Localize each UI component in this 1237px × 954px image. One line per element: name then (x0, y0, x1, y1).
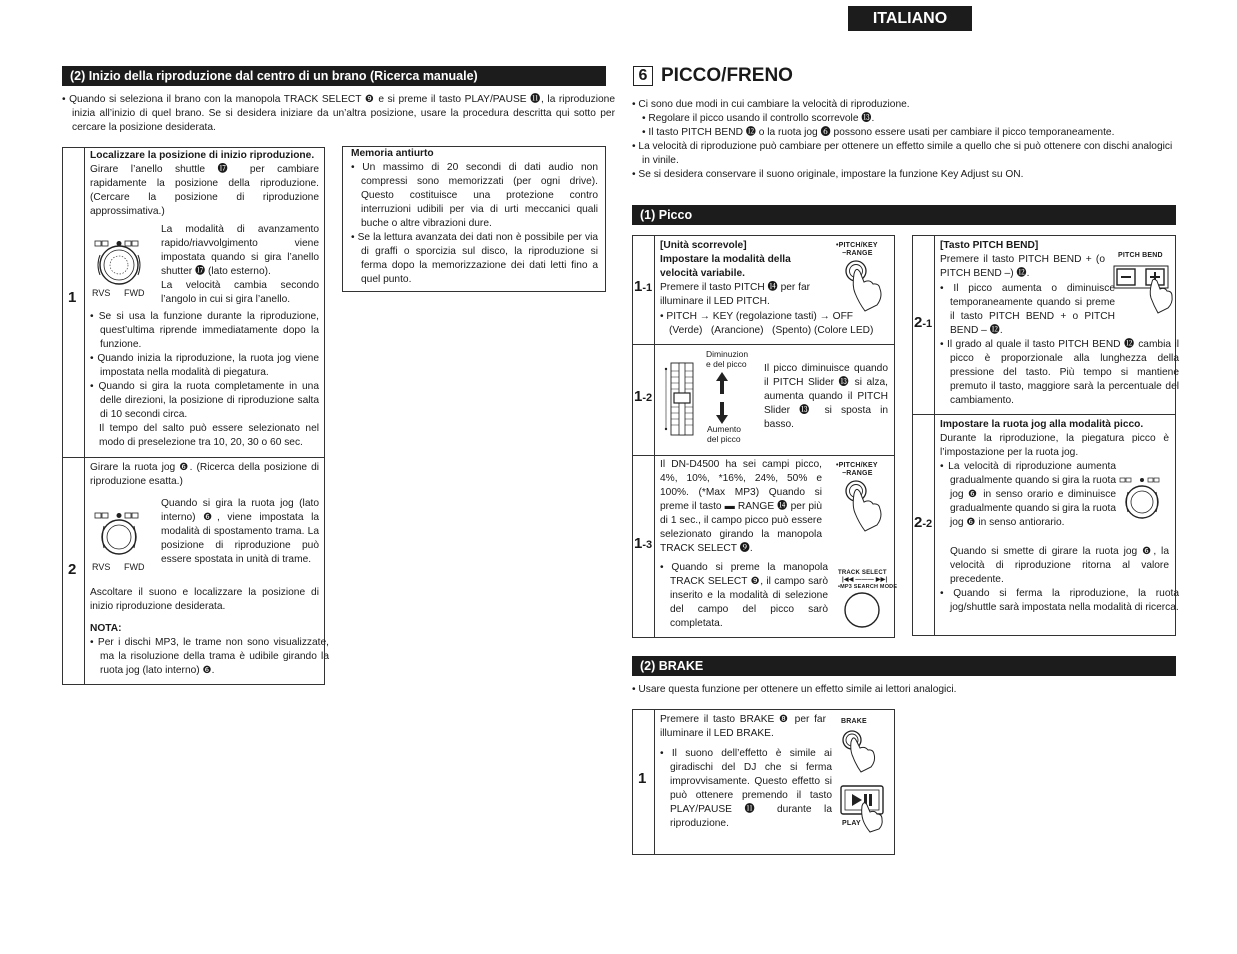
step-number: 1-3 (634, 535, 653, 552)
brake-label: BRAKE (841, 718, 867, 725)
fwd-label: FWD (124, 288, 145, 298)
list-item: • Quando si gira la ruota completamente in una delle direzioni, la posizione di riproduzione salta di 10 secondi circa. (90, 381, 319, 420)
step-1-1-seq-colors: (Verde) (Arancione) (Spento) (Colore LED) (669, 325, 874, 336)
fwd-label: FWD (124, 562, 145, 572)
rvs-label: RVS (92, 562, 111, 572)
list-item: • Il picco aumenta o diminuisce temporaneamente quando si preme il tasto PITCH BEND + o PITCH BEND – ⓬. (940, 283, 1115, 336)
brake-step-bullet: • Il suono dell’effetto è simile ai giradischi del DJ che si ferma improvvisamente. Questo effetto si può ottenere premendo il tasto PLAY/PAUSE ⓫ durante la riproduzione. (660, 748, 832, 829)
step-1-1-text: Premere il tasto PITCH ⓮ per far illuminare il LED PITCH. (660, 282, 811, 307)
pitch-bend-icon (1112, 262, 1172, 322)
pitch-key-button-illustration (836, 242, 886, 312)
section-title-brake: (2) BRAKE (632, 656, 1176, 676)
list-item: • Il tasto PITCH BEND ⓬ o la ruota jog ❻ possono essere usati per cambiare il picco temporaneamente. (642, 127, 1115, 138)
step-2-2-bullet2: • Quando si ferma la riproduzione, la ruota jog/shuttle sarà impostata nella modalità di ricerca. (940, 588, 1179, 613)
pitch-increase-label: Aumento del picco (707, 424, 742, 444)
step1-text: Girare l’anello shuttle ⓱ per cambiare rapidamente la posizione della riproduzione. (Cercare la posizione di riproduzione approssimativa.) (90, 164, 319, 217)
step2-side-text: Quando si gira la ruota jog (lato interno) ❻, viene impostata la modalità di spostamento trama. La posizione di riproduzione può essere spostata in unità di trame. (161, 498, 319, 565)
chapter-number: 6 (633, 66, 653, 86)
section-title-manual-search: (2) Inizio della riproduzione dal centro di un brano (Ricerca manuale) (62, 66, 606, 86)
brake-intro: • Usare questa funzione per ottenere un effetto simile ai lettori analogici. (632, 684, 957, 695)
step-2-1-heading: [Tasto PITCH BEND] (940, 240, 1039, 251)
list-item: • Regolare il picco usando il controllo scorrevole ⓭. (642, 113, 875, 124)
list-item: • Se si desidera conservare il suono originale, impostare la funzione Key Adjust su ON. (632, 169, 1024, 180)
mp3-search-label: •MP3 SEARCH MODE (838, 584, 898, 590)
step1-bullets (90, 310, 319, 450)
step1-extra: Il tempo del salto può essere selezionato nel modo di preselezione tra 10, 20, 30 o 60 sec. (99, 423, 319, 448)
track-select-knob-illustration (838, 570, 898, 632)
pitch-key-label: •PITCH/KEY (836, 462, 878, 469)
list-item: • Se si usa la funzione durante la riproduzione, quest’ultima riprende immediatamente dopo la funzione. (90, 311, 319, 350)
step1-side-text: La modalità di avanzamento rapido/riavvolgimento viene impostata quando si gira l’anello shutter ⓱ (lato esterno). (161, 224, 319, 277)
brake-step-text: Premere il tasto BRAKE ❽ per far illuminare il LED BRAKE. (660, 714, 826, 739)
pitch-slider-icon (662, 359, 702, 439)
manual-search-intro: • Quando si seleziona il brano con la manopola TRACK SELECT ❾ e si preme il tasto PLAY/PAUSE ⓫, la riproduzione inizia all’inizio di quel brano. Se si desidera iniziare da un’altra posizione, usare la procedura descritta qui sotto per cercare la posizione desiderata. (62, 94, 615, 133)
chapter-intro (632, 98, 1176, 182)
rvs-label: RVS (92, 288, 111, 298)
step-2-1-content (940, 239, 1105, 281)
jog-wheel-icon (1118, 472, 1170, 524)
pitch-decrease-label: Diminuzion e del picco (706, 349, 749, 369)
range-button-illustration (836, 462, 886, 532)
step-number: 2-2 (914, 514, 933, 531)
button-press-icon (836, 478, 886, 532)
step-number: 2-1 (914, 314, 933, 331)
list-item: • Quando inizia la riproduzione, la ruota jog viene impostata nella modalità di piegatura. (90, 353, 319, 378)
list-item: • Se la lettura avanzata dei dati non è possibile per via di graffi o sporcizia sul disco, la riproduzione si ferma dopo la memorizzazione dei dati letti fino a quel punto. (351, 232, 598, 285)
step-1-1-content (660, 239, 830, 309)
list-item: • La velocità di riproduzione può cambiare per ottenere un effetto simile a quello che si può ottenere con dischi analogici in vinile. (632, 141, 1173, 166)
step1-side (161, 223, 319, 307)
pitch-bend-label: PITCH BEND (1118, 252, 1163, 259)
step-number: 1 (638, 770, 647, 787)
step1-content (90, 149, 319, 219)
step2-text: Girare la ruota jog ❻. (Ricerca della posizione di riproduzione esatta.) (90, 462, 319, 487)
step-1-1-heading1: [Unità scorrevole] (660, 240, 747, 251)
list-item: • Il grado al quale il tasto PITCH BEND ⓬ cambia il picco è proporzionale alla lunghezza della pressione del tasto. Più tempo si mantiene premuto il tasto, maggiore sarà la percentuale del cambiamento. (940, 339, 1179, 406)
brake-button-illustration (838, 718, 888, 774)
chapter-title: PICCO/FRENO (661, 65, 793, 86)
nota-text: • Per i dischi MP3, le trame non sono visualizzate, ma la risoluzione della trama è udibile girando la ruota jog (lato interno) ❻. (90, 637, 329, 676)
track-select-arrows: |◀◀ ——— ▶▶| (842, 577, 888, 583)
section-title-picco: (1) Picco (632, 205, 1176, 225)
jog-wheel-illustration (92, 506, 152, 574)
step-number: 1-1 (634, 278, 653, 295)
arrow-up-icon (715, 372, 729, 394)
jog-wheel-illustration (1118, 472, 1170, 524)
step-1-2-text: Il picco diminuisce quando il PITCH Slider ⓭ si alza, aumenta quando il PITCH Slider ⓭ si sposta in basso. (764, 363, 888, 430)
language-tab: ITALIANO (848, 6, 972, 31)
step-1-3-bullet: • Quando si preme la manopola TRACK SELECT ❾, il campo sarò inserito e la modalità di selezione del campo del picco sarò completata. (660, 562, 828, 629)
nota-title: NOTA: (90, 623, 122, 634)
range-label: −RANGE (842, 250, 873, 257)
step2-text2: Ascoltare il suono e localizzare la posizione di inizio riproduzione desiderata. (90, 587, 319, 612)
step-number: 2 (68, 561, 77, 578)
pitch-key-label: •PITCH/KEY (836, 242, 878, 249)
step-2-2-cont: Quando si smette di girare la ruota jog ❻, la velocità di riproduzione ritorna al valore precedente. (950, 546, 1169, 585)
step1-heading: Localizzare la posizione di inizio riproduzione. (90, 150, 315, 161)
play-pause-button-illustration (838, 784, 888, 832)
step-number: 1-2 (634, 388, 653, 405)
track-select-label: TRACK SELECT (838, 570, 887, 576)
list-item: • Un massimo di 20 secondi di dati audio non compressi sono memorizzati (per ogni drive). Questo costituisce una protezione contro interruzioni udibili per via di urti meccanici quali buche o altre vibrazioni dure. (351, 162, 598, 229)
button-press-icon (836, 258, 886, 312)
memoria-content (351, 147, 598, 287)
play-label: PLAY (842, 820, 861, 827)
step-1-1-heading2: Impostare la modalità della velocità variabile. (660, 254, 791, 279)
step-2-2-text: Durante la riproduzione, la piegatura picco è l’impostazione per la ruota jog. (940, 433, 1169, 458)
knob-icon (842, 592, 882, 632)
step-2-2-heading: Impostare la ruota jog alla modalità picco. (940, 419, 1144, 430)
range-label: −RANGE (842, 470, 873, 477)
shuttle-ring-illustration (92, 234, 152, 302)
step-1-1-seq: • PITCH → KEY (regolazione tasti) → OFF (660, 311, 854, 322)
step-2-1-text: Premere il tasto PITCH BEND + (o PITCH BEND –) ⓬. (940, 254, 1105, 279)
step-2-2-content (940, 418, 1169, 460)
memoria-title: Memoria antiurto (351, 148, 434, 159)
step-2-2-bullet1: • La velocità di riproduzione aumenta gradualmente quando si gira la ruota jog ❻ in senso orario e diminuisce gradualmente quando si gira la ruota jog ❻ in senso antiorario. (940, 461, 1116, 528)
list-item: • Ci sono due modi in cui cambiare la velocità di riproduzione. (632, 99, 910, 110)
pitch-bend-buttons-illustration (1112, 252, 1172, 322)
step-1-3-text: Il DN-D4500 ha sei campi picco, 4%, 10%, *16%, 24%, 50% e 100%. (*Max MP3) Quando si preme il tasto ▬ RANGE ⓮ per più di 1 sec., il campo picco può essere selezionato girando la manopola TRACK SELECT ❾. (660, 459, 822, 554)
arrow-down-icon (715, 402, 729, 424)
pitch-slider-illustration (662, 359, 702, 439)
button-press-icon (838, 726, 888, 774)
step1-side-text2: La velocità cambia secondo l’angolo in cui si gira l’anello. (161, 280, 319, 305)
step-number: 1 (68, 289, 77, 306)
